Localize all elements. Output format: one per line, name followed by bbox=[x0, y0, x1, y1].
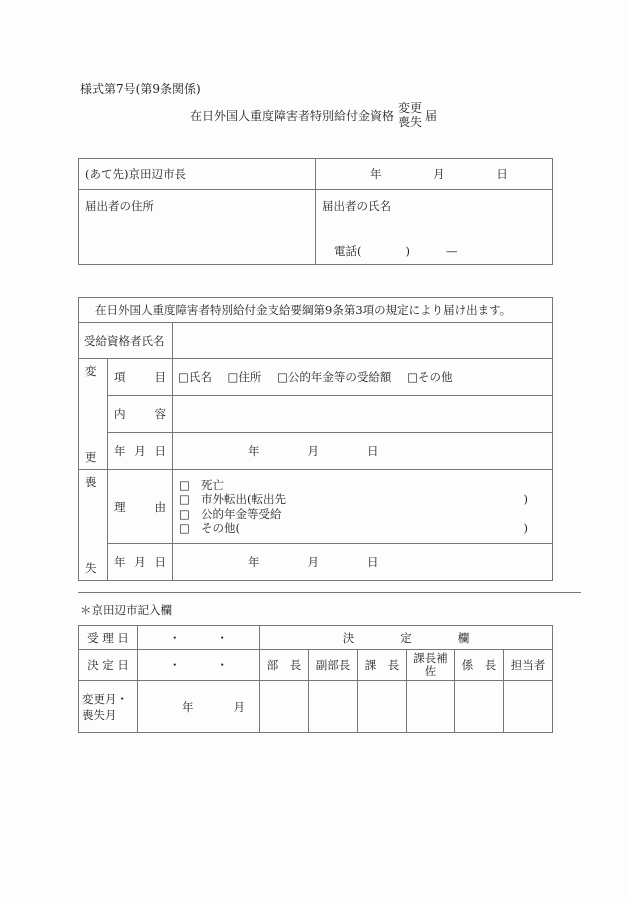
phone-dash: — bbox=[446, 244, 458, 258]
stamp-chief[interactable] bbox=[455, 681, 504, 733]
loss-char-1: 喪 bbox=[85, 475, 97, 489]
stamp-section-head[interactable] bbox=[358, 681, 407, 733]
item-label: 項 目 bbox=[108, 359, 173, 396]
year-label: 年 bbox=[370, 167, 382, 181]
change-loss-table bbox=[78, 297, 553, 581]
reason-pension[interactable]: □ 公的年金等受給 bbox=[179, 506, 282, 521]
loss-date-label: 年 月 日 bbox=[108, 544, 173, 581]
checkbox-other[interactable]: □その他 bbox=[407, 370, 453, 384]
stamp-staff[interactable] bbox=[504, 681, 553, 733]
stamp-deputy-department-head[interactable] bbox=[309, 681, 358, 733]
received-date-field[interactable]: ・ ・ bbox=[138, 626, 260, 650]
loss-section-label bbox=[79, 470, 108, 581]
stamp-assistant-section-head[interactable] bbox=[407, 681, 455, 733]
content-label: 内 容 bbox=[108, 396, 173, 433]
applicant-address-field[interactable] bbox=[79, 190, 316, 265]
change-char-2: 更 bbox=[85, 450, 97, 464]
recipient-name-label: 受給資格者氏名 bbox=[79, 323, 173, 359]
title-option-loss: 喪失 bbox=[398, 115, 423, 129]
applicant-address-label: 届出者の住所 bbox=[85, 199, 154, 213]
checkbox-name[interactable]: □氏名 bbox=[178, 370, 212, 384]
title-options bbox=[398, 101, 422, 129]
decided-date-field[interactable]: ・ ・ bbox=[138, 650, 260, 681]
decision-header: 決 定 欄 bbox=[260, 626, 553, 650]
role-staff: 担当者 bbox=[504, 650, 553, 681]
statement: 在日外国人重度障害者特別給付金支給要綱第9条第3項の規定により届け出ます。 bbox=[79, 298, 553, 323]
item-options bbox=[173, 359, 553, 396]
day-label: 日 bbox=[496, 167, 508, 181]
change-section-label bbox=[79, 359, 108, 470]
city-use-table bbox=[78, 625, 553, 733]
decided-date-label: 決 定 日 bbox=[79, 650, 138, 681]
role-section-head: 課 長 bbox=[358, 650, 407, 681]
applicant-name-field[interactable] bbox=[316, 190, 553, 265]
title-prefix: 在日外国人重度障害者特別給付金資格 bbox=[190, 108, 395, 123]
reason-other[interactable]: □ その他( ) bbox=[179, 521, 528, 535]
reason-death[interactable]: □ 死亡 bbox=[179, 477, 224, 492]
form-title bbox=[190, 101, 437, 129]
role-department-head: 部 長 bbox=[260, 650, 309, 681]
reason-moved-out[interactable]: □ 市外転出(転出先 ) bbox=[179, 492, 528, 506]
month-label: 月 bbox=[433, 167, 445, 181]
checkbox-pension-amount[interactable]: □公的年金等の受給額 bbox=[277, 370, 392, 384]
role-chief: 係 長 bbox=[455, 650, 504, 681]
addressee: (あて先)京田辺市長 bbox=[79, 159, 316, 190]
phone-paren-close: ) bbox=[405, 244, 410, 258]
change-month-label: 変更月・ 喪失月 bbox=[79, 681, 138, 733]
change-date-label: 年 月 日 bbox=[108, 433, 173, 470]
reason-label: 理 由 bbox=[108, 470, 173, 544]
section-divider bbox=[78, 592, 581, 593]
loss-date-field[interactable]: 年 月 日 bbox=[173, 544, 553, 581]
city-section-heading: ＊京田辺市記入欄 bbox=[80, 603, 172, 617]
title-option-change: 変更 bbox=[398, 101, 423, 115]
change-char-1: 変 bbox=[85, 364, 97, 378]
received-date-label: 受 理 日 bbox=[79, 626, 138, 650]
recipient-name-field[interactable] bbox=[173, 323, 553, 359]
stamp-department-head[interactable] bbox=[260, 681, 309, 733]
applicant-table bbox=[78, 158, 553, 265]
loss-char-2: 失 bbox=[85, 561, 97, 575]
change-month-field[interactable]: 年 月 bbox=[138, 681, 260, 733]
reason-options bbox=[173, 470, 553, 544]
phone-label: 電話( bbox=[334, 244, 362, 258]
applicant-name-label: 届出者の氏名 bbox=[322, 199, 391, 213]
checkbox-address[interactable]: □住所 bbox=[227, 370, 262, 384]
form-number: 様式第7号(第9条関係) bbox=[80, 82, 201, 96]
submission-date-field[interactable] bbox=[316, 159, 553, 190]
title-suffix: 届 bbox=[425, 108, 438, 123]
content-field[interactable] bbox=[173, 396, 553, 433]
role-deputy-department-head: 副部長 bbox=[309, 650, 358, 681]
change-date-field[interactable]: 年 月 日 bbox=[173, 433, 553, 470]
phone-field[interactable] bbox=[334, 243, 458, 259]
role-assistant-section-head: 課長補佐 bbox=[407, 650, 455, 681]
